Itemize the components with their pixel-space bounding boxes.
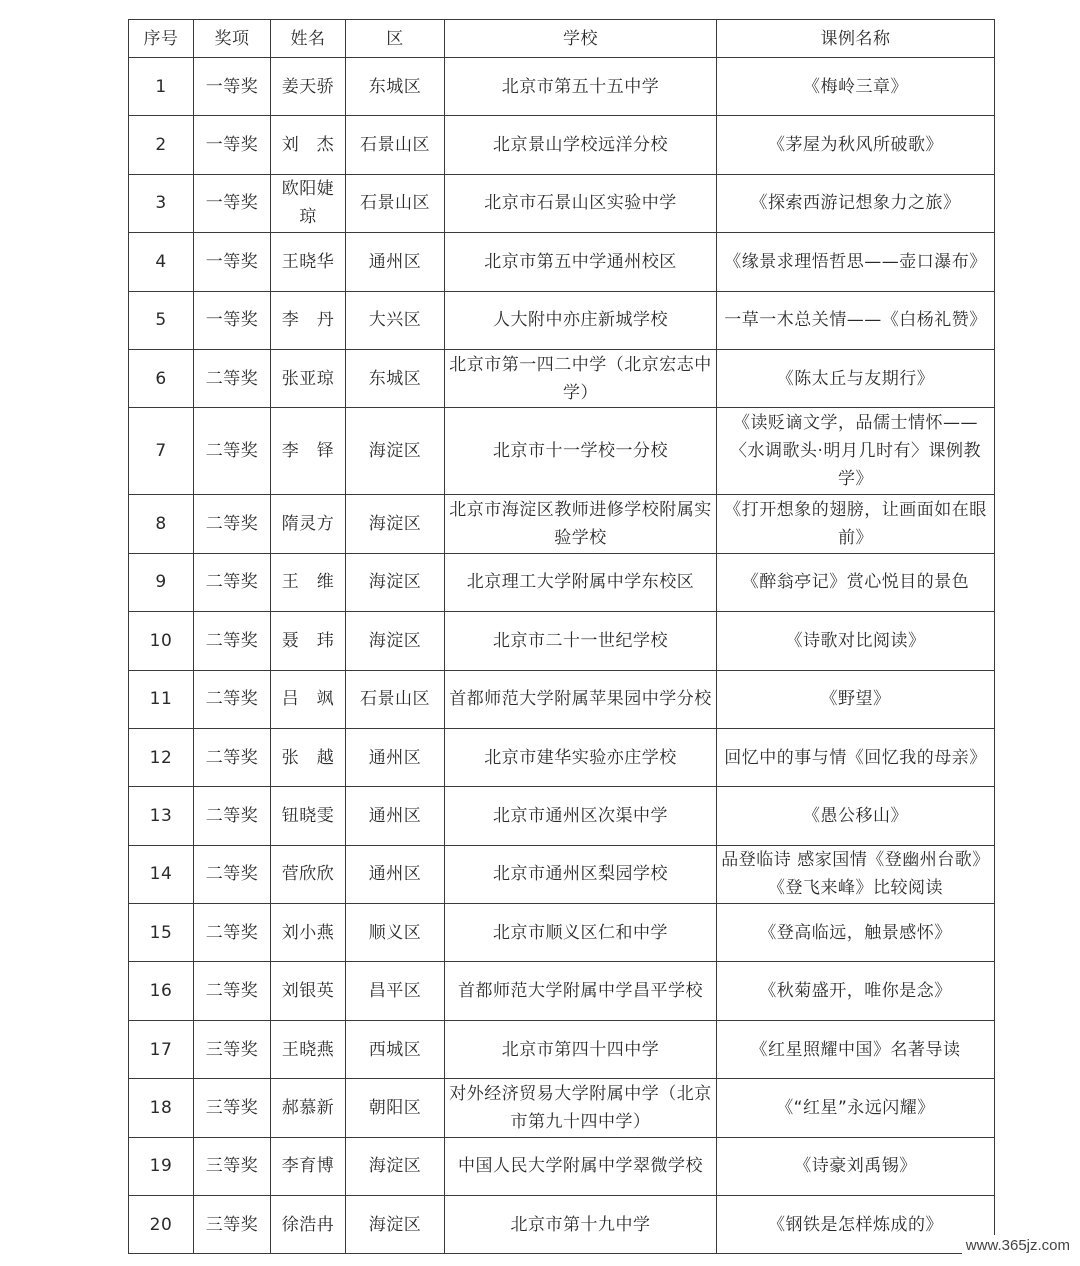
- table-row: [129, 612, 995, 670]
- cell-district: 海淀区: [346, 408, 445, 495]
- cell-district: 东城区: [346, 349, 445, 407]
- table-row: [129, 291, 995, 349]
- cell-school: 中国人民大学附属中学翠微学校: [445, 1137, 717, 1195]
- cell-name: 刘 杰: [271, 116, 346, 174]
- cell-index: 15: [129, 904, 194, 962]
- table-row: [129, 408, 995, 495]
- cell-lesson: 《诗歌对比阅读》: [717, 612, 995, 670]
- cell-index: 11: [129, 670, 194, 728]
- cell-name: 郝慕新: [271, 1079, 346, 1137]
- cell-index: 16: [129, 962, 194, 1020]
- table-row: [129, 670, 995, 728]
- cell-name: 聂 玮: [271, 612, 346, 670]
- cell-district: 东城区: [346, 58, 445, 116]
- cell-prize: 二等奖: [194, 553, 271, 611]
- cell-name: 吕 飒: [271, 670, 346, 728]
- cell-lesson: 《醉翁亭记》赏心悦目的景色: [717, 553, 995, 611]
- cell-index: 9: [129, 553, 194, 611]
- cell-school: 北京市第五十五中学: [445, 58, 717, 116]
- cell-prize: 二等奖: [194, 349, 271, 407]
- cell-lesson: 《探索西游记想象力之旅》: [717, 174, 995, 232]
- cell-district: 朝阳区: [346, 1079, 445, 1137]
- cell-lesson: 《秋菊盛开，唯你是念》: [717, 962, 995, 1020]
- cell-name: 张 越: [271, 728, 346, 786]
- cell-index: 6: [129, 349, 194, 407]
- cell-prize: 二等奖: [194, 904, 271, 962]
- table-body: [129, 58, 995, 1254]
- cell-district: 顺义区: [346, 904, 445, 962]
- table-row: [129, 495, 995, 553]
- cell-prize: 二等奖: [194, 845, 271, 903]
- table-row: [129, 728, 995, 786]
- cell-school: 北京市第十九中学: [445, 1196, 717, 1254]
- cell-name: 菅欣欣: [271, 845, 346, 903]
- watermark: www.365jz.com: [962, 1235, 1074, 1256]
- cell-prize: 二等奖: [194, 612, 271, 670]
- table-row: [129, 1020, 995, 1078]
- table-row: [129, 233, 995, 291]
- header-row: [129, 20, 995, 58]
- cell-lesson: 《梅岭三章》: [717, 58, 995, 116]
- cell-lesson: 《“红星”永远闪耀》: [717, 1079, 995, 1137]
- cell-school: 北京景山学校远洋分校: [445, 116, 717, 174]
- header-district: 区: [346, 20, 445, 58]
- table-row: [129, 1196, 995, 1254]
- table-header: [129, 20, 995, 58]
- cell-lesson: 《诗豪刘禹锡》: [717, 1137, 995, 1195]
- cell-lesson: 品登临诗 感家国情《登幽州台歌》《登飞来峰》比较阅读: [717, 845, 995, 903]
- table-row: [129, 787, 995, 845]
- cell-school: 北京市通州区梨园学校: [445, 845, 717, 903]
- cell-district: 海淀区: [346, 1196, 445, 1254]
- cell-district: 海淀区: [346, 553, 445, 611]
- cell-name: 李育博: [271, 1137, 346, 1195]
- header-name: 姓名: [271, 20, 346, 58]
- cell-lesson: 《陈太丘与友期行》: [717, 349, 995, 407]
- awards-table: [128, 19, 995, 1254]
- cell-district: 大兴区: [346, 291, 445, 349]
- cell-lesson: 《缘景求理悟哲思——壶口瀑布》: [717, 233, 995, 291]
- cell-name: 欧阳婕琼: [271, 174, 346, 232]
- cell-school: 北京市第一四二中学（北京宏志中学）: [445, 349, 717, 407]
- cell-name: 李 铎: [271, 408, 346, 495]
- table-row: [129, 553, 995, 611]
- cell-index: 13: [129, 787, 194, 845]
- cell-prize: 三等奖: [194, 1020, 271, 1078]
- cell-school: 北京市第四十四中学: [445, 1020, 717, 1078]
- table-row: [129, 58, 995, 116]
- cell-index: 7: [129, 408, 194, 495]
- cell-lesson: 《读贬谪文学，品儒士情怀——〈水调歌头·明月几时有〉课例教学》: [717, 408, 995, 495]
- cell-lesson: 《愚公移山》: [717, 787, 995, 845]
- cell-school: 对外经济贸易大学附属中学（北京市第九十四中学）: [445, 1079, 717, 1137]
- cell-district: 石景山区: [346, 670, 445, 728]
- cell-prize: 三等奖: [194, 1079, 271, 1137]
- cell-lesson: 回忆中的事与情《回忆我的母亲》: [717, 728, 995, 786]
- cell-prize: 一等奖: [194, 291, 271, 349]
- table-row: [129, 1137, 995, 1195]
- cell-index: 14: [129, 845, 194, 903]
- cell-name: 徐浩冉: [271, 1196, 346, 1254]
- cell-school: 首都师范大学附属苹果园中学分校: [445, 670, 717, 728]
- cell-school: 北京市石景山区实验中学: [445, 174, 717, 232]
- cell-name: 张亚琼: [271, 349, 346, 407]
- cell-index: 20: [129, 1196, 194, 1254]
- cell-school: 北京市十一学校一分校: [445, 408, 717, 495]
- cell-school: 北京市顺义区仁和中学: [445, 904, 717, 962]
- table-row: [129, 349, 995, 407]
- cell-index: 10: [129, 612, 194, 670]
- cell-name: 王晓燕: [271, 1020, 346, 1078]
- cell-index: 5: [129, 291, 194, 349]
- cell-lesson: 《红星照耀中国》名著导读: [717, 1020, 995, 1078]
- cell-prize: 一等奖: [194, 58, 271, 116]
- cell-school: 北京市二十一世纪学校: [445, 612, 717, 670]
- table-row: [129, 174, 995, 232]
- cell-lesson: 《打开想象的翅膀，让画面如在眼前》: [717, 495, 995, 553]
- cell-lesson: 《茅屋为秋风所破歌》: [717, 116, 995, 174]
- cell-prize: 一等奖: [194, 174, 271, 232]
- cell-index: 4: [129, 233, 194, 291]
- cell-index: 2: [129, 116, 194, 174]
- cell-name: 姜天骄: [271, 58, 346, 116]
- cell-name: 王 维: [271, 553, 346, 611]
- cell-prize: 三等奖: [194, 1196, 271, 1254]
- cell-prize: 二等奖: [194, 728, 271, 786]
- cell-district: 石景山区: [346, 116, 445, 174]
- cell-index: 18: [129, 1079, 194, 1137]
- cell-name: 隋灵方: [271, 495, 346, 553]
- cell-index: 3: [129, 174, 194, 232]
- cell-district: 通州区: [346, 787, 445, 845]
- cell-name: 王晓华: [271, 233, 346, 291]
- cell-index: 1: [129, 58, 194, 116]
- cell-prize: 二等奖: [194, 670, 271, 728]
- header-lesson: 课例名称: [717, 20, 995, 58]
- cell-district: 西城区: [346, 1020, 445, 1078]
- cell-district: 昌平区: [346, 962, 445, 1020]
- table-row: [129, 845, 995, 903]
- cell-name: 刘银英: [271, 962, 346, 1020]
- cell-prize: 二等奖: [194, 962, 271, 1020]
- cell-district: 石景山区: [346, 174, 445, 232]
- cell-name: 刘小燕: [271, 904, 346, 962]
- cell-index: 17: [129, 1020, 194, 1078]
- cell-district: 海淀区: [346, 495, 445, 553]
- cell-prize: 二等奖: [194, 787, 271, 845]
- cell-prize: 二等奖: [194, 408, 271, 495]
- cell-lesson: 一草一木总关情——《白杨礼赞》: [717, 291, 995, 349]
- header-index: 序号: [129, 20, 194, 58]
- cell-prize: 三等奖: [194, 1137, 271, 1195]
- table-row: [129, 962, 995, 1020]
- cell-district: 海淀区: [346, 1137, 445, 1195]
- cell-index: 19: [129, 1137, 194, 1195]
- cell-lesson: 《钢铁是怎样炼成的》: [717, 1196, 995, 1254]
- cell-school: 北京市第五中学通州校区: [445, 233, 717, 291]
- cell-prize: 一等奖: [194, 116, 271, 174]
- cell-school: 北京理工大学附属中学东校区: [445, 553, 717, 611]
- cell-index: 8: [129, 495, 194, 553]
- cell-district: 通州区: [346, 233, 445, 291]
- cell-school: 北京市海淀区教师进修学校附属实验学校: [445, 495, 717, 553]
- cell-school: 北京市通州区次渠中学: [445, 787, 717, 845]
- cell-prize: 一等奖: [194, 233, 271, 291]
- table-row: [129, 116, 995, 174]
- header-prize: 奖项: [194, 20, 271, 58]
- cell-district: 通州区: [346, 728, 445, 786]
- cell-lesson: 《野望》: [717, 670, 995, 728]
- cell-prize: 二等奖: [194, 495, 271, 553]
- cell-district: 通州区: [346, 845, 445, 903]
- header-school: 学校: [445, 20, 717, 58]
- cell-school: 人大附中亦庄新城学校: [445, 291, 717, 349]
- table-row: [129, 1079, 995, 1137]
- cell-school: 北京市建华实验亦庄学校: [445, 728, 717, 786]
- cell-index: 12: [129, 728, 194, 786]
- table-row: [129, 904, 995, 962]
- cell-name: 钮晓雯: [271, 787, 346, 845]
- cell-name: 李 丹: [271, 291, 346, 349]
- cell-district: 海淀区: [346, 612, 445, 670]
- cell-school: 首都师范大学附属中学昌平学校: [445, 962, 717, 1020]
- cell-lesson: 《登高临远，触景感怀》: [717, 904, 995, 962]
